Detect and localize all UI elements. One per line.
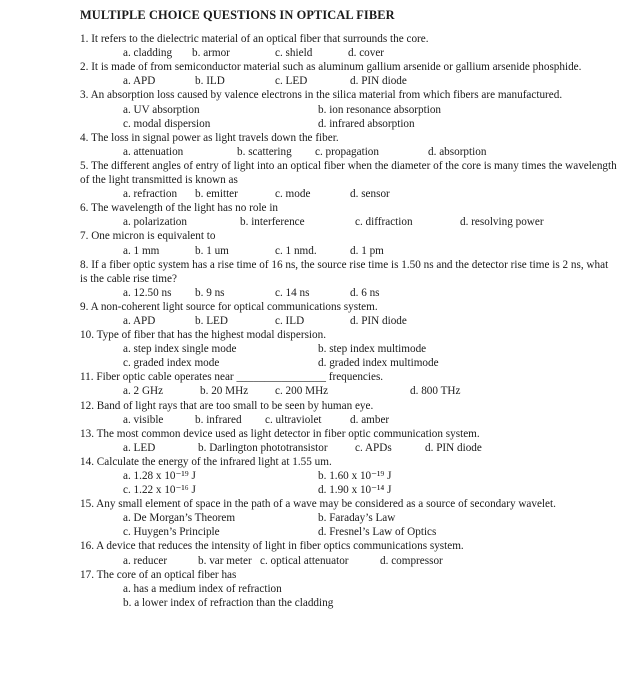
question-stem: 5. The different angles of entry of light into an optical fiber when the diameter of the core is many times the wavelength of the light transmitted is known as: [80, 159, 617, 187]
answer-option: b. var meter: [198, 554, 252, 567]
answer-option: b. 9 ns: [195, 286, 225, 299]
question-12: [0, 399, 637, 427]
question-stem: 1. It refers to the dielectric material of an optical fiber that surrounds the core.: [80, 33, 429, 46]
answer-option: a. visible: [123, 413, 164, 426]
answer-option: a. 1 mm: [123, 244, 160, 257]
question-list: [0, 32, 637, 610]
option-row: [0, 117, 637, 131]
question-9: [0, 300, 637, 328]
question-14: [0, 455, 637, 497]
question-stem: 6. The wavelength of the light has no role in: [80, 202, 279, 215]
question-stem: 16. A device that reduces the intensity of light in fiber optics communications system.: [80, 540, 464, 553]
question-stem: 11. Fiber optic cable operates near ________________ frequencies.: [80, 371, 384, 384]
option-row: [0, 187, 637, 201]
question-11: [0, 370, 637, 398]
option-row: [0, 46, 637, 60]
answer-option: d. compressor: [380, 554, 443, 567]
question-16: [0, 539, 637, 567]
answer-option: d. PIN diode: [350, 75, 407, 88]
option-row: [0, 103, 637, 117]
option-row: [0, 511, 637, 525]
answer-option: c. LED: [275, 75, 308, 88]
answer-option: a. step index single mode: [123, 343, 237, 356]
question-stem: 17. The core of an optical fiber has: [80, 568, 237, 581]
answer-option: b. infrared: [195, 413, 242, 426]
option-row: [0, 384, 637, 398]
question-stem: 15. Any small element of space in the path of a wave may be considered as a source of secondary wavelet.: [80, 498, 556, 511]
answer-option: c. shield: [275, 47, 313, 60]
question-stem: 7. One micron is equivalent to: [80, 230, 216, 243]
answer-option: c. ILD: [275, 314, 305, 327]
document-title: MULTIPLE CHOICE QUESTIONS IN OPTICAL FIBER: [80, 8, 395, 22]
answer-option: b. armor: [192, 47, 230, 60]
answer-option: a. refraction: [123, 188, 178, 201]
option-row: [0, 145, 637, 159]
option-row: [0, 74, 637, 88]
answer-option: b. scattering: [237, 145, 292, 158]
question-3: [0, 88, 637, 130]
answer-option: a. LED: [123, 441, 156, 454]
question-2: [0, 60, 637, 88]
option-row: [0, 314, 637, 328]
option-row: [0, 342, 637, 356]
question-15: [0, 497, 637, 539]
answer-option: a. cladding: [123, 47, 173, 60]
option-row: [0, 244, 637, 258]
answer-option: b. interference: [240, 216, 305, 229]
question-stem: 8. If a fiber optic system has a rise time of 16 ns, the source rise time is 1.50 ns and the detector rise time is 2 ns, what is the cable rise time?: [80, 258, 609, 285]
answer-option: d. amber: [350, 413, 390, 426]
answer-option: b. ILD: [195, 75, 225, 88]
answer-option: a. 12.50 ns: [123, 286, 172, 299]
answer-option: d. 800 THz: [410, 385, 461, 398]
question-5: [0, 159, 637, 201]
question-stem: 9. A non-coherent light source for optical communications system.: [80, 300, 378, 313]
answer-option: c. ultraviolet: [265, 413, 322, 426]
question-stem: 13. The most common device used as light detector in fiber optic communication system.: [80, 427, 480, 440]
answer-option: d. sensor: [350, 188, 390, 201]
answer-option: a. 1.28 x 10⁻¹⁹ J: [123, 470, 196, 482]
question-17: [0, 568, 637, 610]
answer-option: b. 1.60 x 10⁻¹⁹ J: [318, 470, 392, 482]
question-4: [0, 131, 637, 159]
answer-option: c. 1.22 x 10⁻¹⁶ J: [123, 484, 196, 497]
answer-option: d. cover: [348, 47, 385, 60]
answer-option: a. polarization: [123, 216, 187, 229]
answer-option: a. 2 GHz: [123, 385, 164, 398]
question-8: [0, 258, 637, 300]
option-row: [0, 286, 637, 300]
question-6: [0, 201, 637, 229]
answer-option: d. infrared absorption: [318, 117, 415, 130]
option-row: [0, 554, 637, 568]
question-stem: 4. The loss in signal power as light travels down the fiber.: [80, 131, 339, 144]
option-row: [0, 441, 637, 455]
answer-option: c. Huygen’s Principle: [123, 526, 220, 539]
option-row: [0, 525, 637, 539]
answer-option: c. propagation: [315, 145, 379, 158]
answer-option: b. emitter: [195, 188, 238, 201]
option-row: [0, 215, 637, 229]
answer-option: c. 1 nmd.: [275, 244, 317, 257]
question-10: [0, 328, 637, 370]
answer-option: b. 20 MHz: [200, 385, 249, 398]
answer-option: d. 1 pm: [350, 244, 384, 257]
question-13: [0, 427, 637, 455]
answer-option: a. has a medium index of refraction: [123, 582, 282, 595]
answer-option: a. APD: [123, 75, 156, 88]
answer-option: a. reducer: [123, 554, 168, 567]
answer-option: d. 6 ns: [350, 286, 380, 299]
answer-option: d. absorption: [428, 145, 487, 158]
answer-option: d. resolving power: [460, 216, 544, 229]
question-1: [0, 32, 637, 60]
answer-option: a. UV absorption: [123, 103, 200, 116]
option-row: [0, 356, 637, 370]
question-stem: 10. Type of fiber that has the highest modal dispersion.: [80, 329, 327, 342]
answer-option: b. LED: [195, 314, 228, 327]
answer-option: a. De Morgan’s Theorem: [123, 512, 236, 525]
answer-option: b. Darlington phototransistor: [198, 441, 328, 454]
answer-option: d. 1.90 x 10⁻¹⁴ J: [318, 484, 392, 497]
answer-option: d. graded index multimode: [318, 357, 439, 370]
answer-option: a. attenuation: [123, 145, 184, 158]
option-row: [0, 596, 637, 610]
answer-option: d. PIN diode: [350, 314, 407, 327]
answer-option: b. Faraday’s Law: [318, 512, 396, 525]
answer-option: b. step index multimode: [318, 343, 427, 356]
answer-option: c. 14 ns: [275, 286, 310, 299]
answer-option: b. a lower index of refraction than the cladding: [123, 596, 334, 609]
option-row: [0, 483, 637, 497]
answer-option: d. Fresnel’s Law of Optics: [318, 526, 437, 539]
answer-option: d. PIN diode: [425, 441, 482, 454]
question-stem: 2. It is made of from semiconductor material such as aluminum gallium arsenide or gallium arsenide phosphide.: [80, 61, 582, 74]
option-row: [0, 413, 637, 427]
answer-option: c. graded index mode: [123, 357, 220, 370]
question-stem: 12. Band of light rays that are too small to be seen by human eye.: [80, 399, 374, 412]
question-stem: 3. An absorption loss caused by valence electrons in the silica material from which fibers are manufactured.: [80, 89, 563, 102]
answer-option: c. APDs: [355, 441, 392, 454]
option-row: [0, 469, 637, 483]
question-7: [0, 229, 637, 257]
answer-option: c. modal dispersion: [123, 117, 211, 130]
question-stem: 14. Calculate the energy of the infrared light at 1.55 um.: [80, 455, 332, 468]
answer-option: c. mode: [275, 188, 311, 201]
answer-option: c. 200 MHz: [275, 385, 329, 398]
answer-option: b. ion resonance absorption: [318, 103, 442, 116]
answer-option: b. 1 um: [195, 244, 229, 257]
answer-option: c. diffraction: [355, 216, 413, 229]
option-row: [0, 582, 637, 596]
answer-option: c. optical attenuator: [260, 554, 349, 567]
answer-option: a. APD: [123, 314, 156, 327]
